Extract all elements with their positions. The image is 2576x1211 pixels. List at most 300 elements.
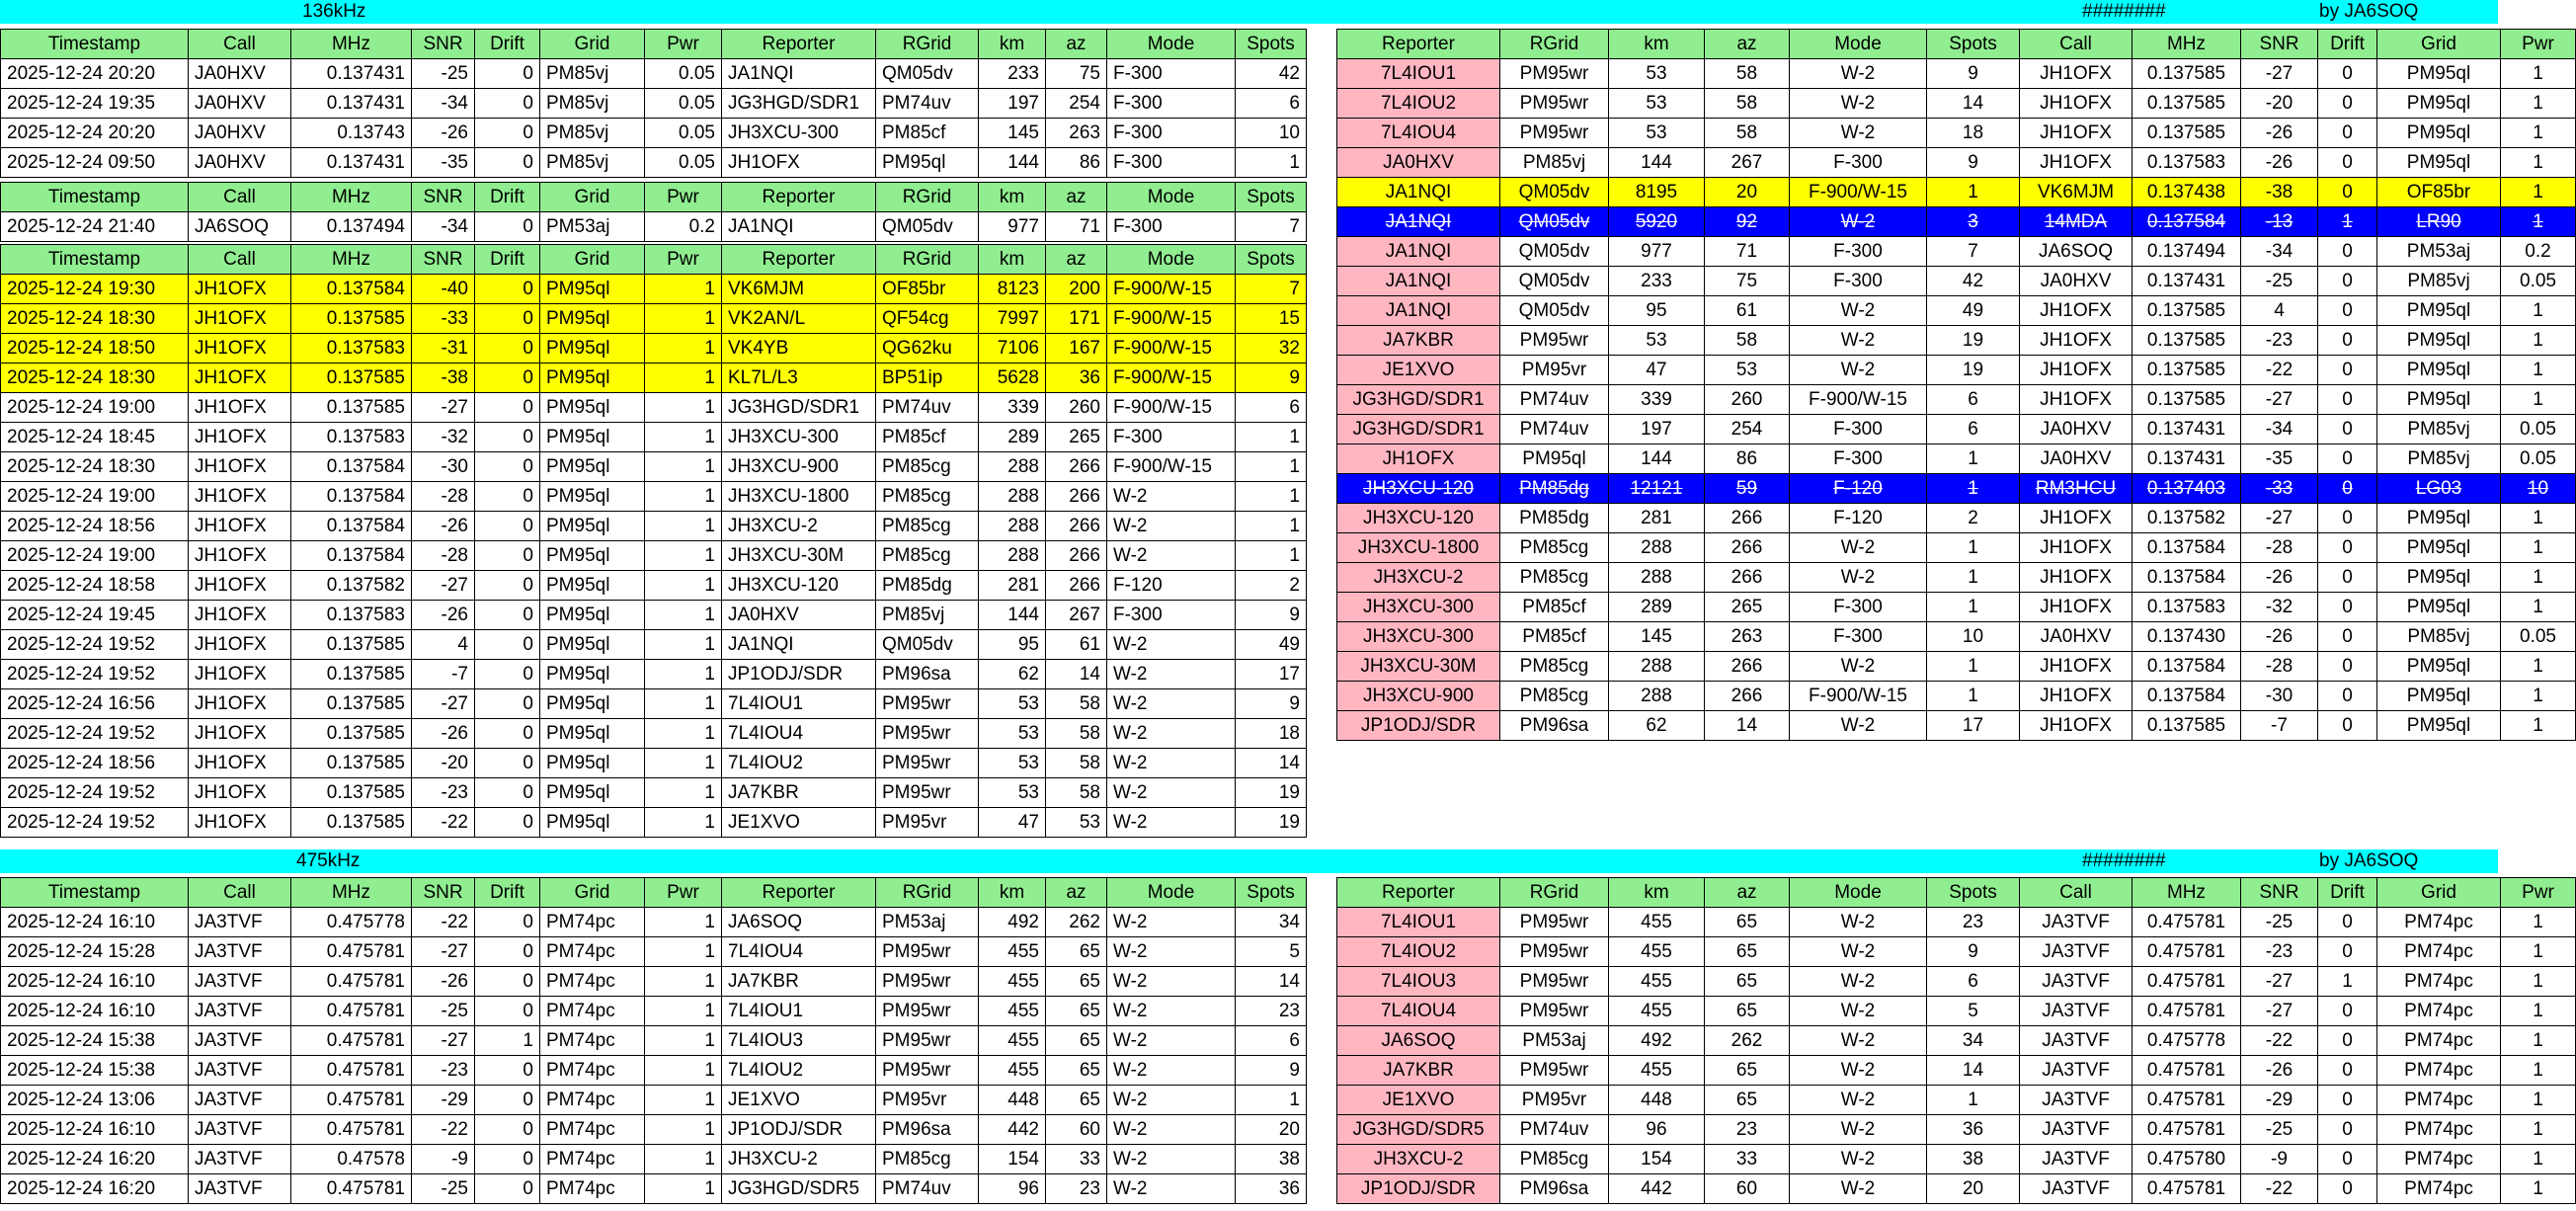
table-cell: 267 [1046, 601, 1107, 630]
table-cell: 200 [1046, 275, 1107, 304]
table-cell: 0 [475, 452, 540, 482]
table-cell: 7L4IOU4 [1337, 997, 1500, 1026]
column-header: az [1046, 878, 1107, 908]
table-cell: 53 [1046, 808, 1107, 838]
table-cell: JH1OFX [2020, 326, 2133, 356]
table-cell: PM95wr [1500, 967, 1609, 997]
table-cell: -26 [412, 719, 475, 749]
table-cell: -20 [412, 749, 475, 778]
table-cell: 62 [979, 660, 1046, 689]
table-cell: 1 [645, 689, 722, 719]
table-cell: F-300 [1107, 59, 1236, 89]
table-cell: 14 [1927, 1056, 2020, 1086]
table-cell: W-2 [1790, 937, 1927, 967]
table-cell: 1 [2501, 89, 2576, 119]
table-cell: 0.137585 [291, 778, 412, 808]
column-header: RGrid [876, 878, 979, 908]
table-cell: W-2 [1790, 119, 1927, 148]
table-cell: 36 [1927, 1115, 2020, 1145]
column-header: Reporter [722, 245, 876, 275]
table-cell: 1 [2501, 997, 2576, 1026]
table-cell: 0.05 [645, 148, 722, 178]
table-cell: 266 [1046, 571, 1107, 601]
table-cell: 1 [2318, 207, 2377, 237]
table-cell: 2025-12-24 18:56 [1, 749, 189, 778]
table-cell: JH1OFX [189, 778, 291, 808]
table-row [1, 1115, 1307, 1145]
table-cell: 5 [1236, 937, 1307, 967]
table-cell: 281 [1609, 504, 1705, 533]
table-cell: F-300 [1790, 415, 1927, 444]
table-row [1337, 444, 2576, 474]
table-cell: -27 [2241, 504, 2318, 533]
table-cell: 14 [1236, 967, 1307, 997]
table-cell: 20 [1236, 1115, 1307, 1145]
table-row [1, 1174, 1307, 1204]
table-cell: 7L4IOU1 [1337, 59, 1500, 89]
table-cell: 0.475781 [291, 1174, 412, 1204]
table-cell: PM95wr [1500, 119, 1609, 148]
table-cell: 20 [1705, 178, 1790, 207]
table-cell: 448 [1609, 1086, 1705, 1115]
table-cell: 266 [1705, 533, 1790, 563]
table-cell: 33 [1046, 1145, 1107, 1174]
table-cell: -26 [412, 967, 475, 997]
table-cell: 17 [1236, 660, 1307, 689]
table-cell: 0.475781 [291, 1026, 412, 1056]
table-cell: JH1OFX [2020, 385, 2133, 415]
column-header: km [979, 183, 1046, 212]
table-cell: PM74pc [540, 967, 645, 997]
table-cell: 1 [645, 778, 722, 808]
table-cell: 15 [1236, 304, 1307, 334]
table-cell: 1 [2501, 593, 2576, 622]
table-cell: 263 [1046, 119, 1107, 148]
table-cell: 0.2 [2501, 237, 2576, 267]
table-cell: 1 [645, 423, 722, 452]
column-header: Drift [475, 30, 540, 59]
table-cell: PM95ql [2377, 682, 2501, 711]
table-cell: 0 [475, 1145, 540, 1174]
table-cell: 2025-12-24 16:10 [1, 997, 189, 1026]
table-cell: W-2 [1790, 1145, 1927, 1174]
table-cell: 23 [1236, 997, 1307, 1026]
table-cell: W-2 [1107, 1056, 1236, 1086]
table-cell: -22 [2241, 1174, 2318, 1204]
table-cell: VK6MJM [2020, 178, 2133, 207]
column-header: RGrid [876, 245, 979, 275]
table-cell: OF85br [876, 275, 979, 304]
column-header: az [1705, 30, 1790, 59]
table-cell: 266 [1705, 563, 1790, 593]
column-header: Spots [1927, 30, 2020, 59]
table-row [1337, 89, 2576, 119]
table-cell: 5628 [979, 363, 1046, 393]
table-cell: -28 [412, 482, 475, 512]
table-cell: JH3XCU-1800 [722, 482, 876, 512]
table-cell: 0 [475, 541, 540, 571]
table-cell: F-300 [1107, 601, 1236, 630]
table-cell: 0.475781 [2133, 997, 2241, 1026]
table-cell: PM85cg [1500, 1145, 1609, 1174]
table-cell: JH3XCU-1800 [1337, 533, 1500, 563]
table-cell: PM85dg [876, 571, 979, 601]
column-header: Drift [475, 183, 540, 212]
table-cell: 53 [979, 689, 1046, 719]
table-cell: 1 [645, 630, 722, 660]
table-cell: 2025-12-24 18:30 [1, 363, 189, 393]
table-cell: -27 [2241, 59, 2318, 89]
column-header: km [979, 30, 1046, 59]
table-row [1337, 326, 2576, 356]
table-cell: F-900/W-15 [1107, 393, 1236, 423]
table-cell: PM85cf [1500, 622, 1609, 652]
table-cell: JA0HXV [2020, 415, 2133, 444]
table-cell: 0 [475, 967, 540, 997]
column-header: RGrid [1500, 30, 1609, 59]
table-cell: 65 [1046, 1056, 1107, 1086]
table-cell: 233 [1609, 267, 1705, 296]
table-cell: 53 [1609, 119, 1705, 148]
table-row [1, 937, 1307, 967]
table-cell: PM95ql [2377, 296, 2501, 326]
table-cell: 65 [1046, 937, 1107, 967]
table-cell: JH1OFX [189, 719, 291, 749]
table-cell: 62 [1609, 711, 1705, 741]
table-cell: 7L4IOU1 [1337, 908, 1500, 937]
table-cell: JH1OFX [189, 660, 291, 689]
table-cell: 0.137585 [2133, 89, 2241, 119]
column-header: MHz [291, 183, 412, 212]
table-cell: JH3XCU-2 [1337, 563, 1500, 593]
table-cell: -33 [412, 304, 475, 334]
column-header: Call [189, 878, 291, 908]
column-header: Grid [2377, 30, 2501, 59]
table-cell: 977 [979, 212, 1046, 242]
table-cell: 65 [1046, 1026, 1107, 1056]
table-cell: 0.05 [2501, 267, 2576, 296]
table-cell: F-900/W-15 [1107, 452, 1236, 482]
table-cell: F-300 [1107, 148, 1236, 178]
table-cell: JH3XCU-30M [1337, 652, 1500, 682]
table-cell: 977 [1609, 237, 1705, 267]
table-cell: 71 [1705, 237, 1790, 267]
table-cell: 1 [2501, 1115, 2576, 1145]
column-header: Reporter [722, 30, 876, 59]
table-cell: 9 [1236, 601, 1307, 630]
table-cell: 2025-12-24 19:00 [1, 541, 189, 571]
table-cell: PM74uv [876, 1174, 979, 1204]
table-cell: PM85cf [1500, 593, 1609, 622]
table-cell: 1 [1927, 1086, 2020, 1115]
column-header: km [1609, 30, 1705, 59]
table-cell: 339 [1609, 385, 1705, 415]
table-cell: 2025-12-24 19:52 [1, 778, 189, 808]
table-row [1, 334, 1307, 363]
table-cell: W-2 [1790, 967, 1927, 997]
table-cell: -29 [412, 1086, 475, 1115]
table-cell: 455 [979, 1056, 1046, 1086]
table-cell: JH1OFX [722, 148, 876, 178]
table-cell: JH1OFX [189, 334, 291, 363]
table-cell: 145 [1609, 622, 1705, 652]
table-cell: JE1XVO [1337, 356, 1500, 385]
table-cell: 1 [645, 660, 722, 689]
table-cell: 0.137585 [291, 630, 412, 660]
band-136-date: ######## [2082, 1, 2166, 22]
table-cell: PM95ql [540, 452, 645, 482]
table-row [1, 689, 1307, 719]
table-cell: JA3TVF [189, 1056, 291, 1086]
table-cell: -26 [2241, 1056, 2318, 1086]
table-cell: JH3XCU-120 [1337, 504, 1500, 533]
table-cell: 4 [412, 630, 475, 660]
table-cell: 0.05 [2501, 444, 2576, 474]
table-cell: W-2 [1790, 563, 1927, 593]
table-cell: PM74pc [540, 937, 645, 967]
table-cell: 19 [1927, 356, 2020, 385]
table-cell: 266 [1046, 482, 1107, 512]
table-cell: 0 [2318, 504, 2377, 533]
table-cell: JH3XCU-300 [1337, 593, 1500, 622]
table-cell: W-2 [1790, 207, 1927, 237]
table-cell: JA3TVF [2020, 937, 2133, 967]
table-cell: 65 [1705, 908, 1790, 937]
table-cell: JH1OFX [189, 512, 291, 541]
table-cell: JH1OFX [189, 275, 291, 304]
table-row [1, 148, 1307, 178]
column-header: Drift [2318, 878, 2377, 908]
table-cell: 9 [1236, 689, 1307, 719]
table-cell: 260 [1705, 385, 1790, 415]
table-cell: 58 [1046, 778, 1107, 808]
table-cell: 23 [1927, 908, 2020, 937]
table-cell: 144 [1609, 148, 1705, 178]
table-cell: PM85vj [540, 119, 645, 148]
table-cell: W-2 [1107, 937, 1236, 967]
table-cell: KL7L/L3 [722, 363, 876, 393]
table-cell: 1 [645, 482, 722, 512]
table-cell: 9 [1236, 363, 1307, 393]
table-cell: PM95ql [2377, 326, 2501, 356]
table-cell: PM95wr [1500, 1056, 1609, 1086]
table-cell: -34 [412, 89, 475, 119]
table-cell: 1 [1236, 1086, 1307, 1115]
table-cell: 0.137582 [291, 571, 412, 601]
column-header: Grid [540, 878, 645, 908]
table-cell: 254 [1046, 89, 1107, 119]
table-cell: JA0HXV [189, 89, 291, 119]
column-header: Call [2020, 878, 2133, 908]
table-cell: 65 [1705, 937, 1790, 967]
column-header: MHz [291, 878, 412, 908]
table-cell: QM05dv [876, 59, 979, 89]
table-cell: 7L4IOU1 [722, 997, 876, 1026]
table-cell: PM95ql [540, 304, 645, 334]
table-cell: 144 [979, 601, 1046, 630]
table-cell: JH3XCU-2 [1337, 1145, 1500, 1174]
table-cell: 1 [2501, 937, 2576, 967]
table-cell: W-2 [1107, 660, 1236, 689]
table-cell: PM95wr [876, 778, 979, 808]
table-cell: 2025-12-24 19:52 [1, 719, 189, 749]
table-row [1, 512, 1307, 541]
header-row [1337, 30, 2576, 59]
column-header: MHz [2133, 30, 2241, 59]
table-cell: 14 [1236, 749, 1307, 778]
table-cell: 233 [979, 59, 1046, 89]
table-cell: QM05dv [1500, 237, 1609, 267]
table-cell: 6 [1236, 1026, 1307, 1056]
table-cell: QF54cg [876, 304, 979, 334]
table-cell: -38 [2241, 178, 2318, 207]
table-cell: 0.137584 [291, 482, 412, 512]
column-header: Mode [1107, 245, 1236, 275]
table-cell: 0.137584 [291, 275, 412, 304]
table-cell: W-2 [1107, 749, 1236, 778]
table-row [1, 630, 1307, 660]
table-cell: PM95wr [1500, 908, 1609, 937]
table-cell: PM85vj [540, 148, 645, 178]
column-header: km [979, 878, 1046, 908]
table-cell: JH1OFX [1337, 444, 1500, 474]
table-cell: 0 [475, 937, 540, 967]
table-cell: PM95ql [540, 601, 645, 630]
table-cell: F-300 [1107, 423, 1236, 452]
table-cell: 53 [1609, 89, 1705, 119]
table-cell: 47 [1609, 356, 1705, 385]
column-header: Spots [1236, 183, 1307, 212]
table-row [1, 660, 1307, 689]
table-cell: PM95wr [1500, 937, 1609, 967]
table-cell: 58 [1046, 719, 1107, 749]
band-475-label: 475kHz [296, 850, 361, 871]
table-cell: JA0HXV [2020, 267, 2133, 296]
table-cell: -25 [2241, 908, 2318, 937]
table-cell: -9 [2241, 1145, 2318, 1174]
table-cell: 0 [2318, 474, 2377, 504]
table-cell: F-300 [1790, 237, 1927, 267]
table-row [1, 393, 1307, 423]
table-cell: PM95ql [540, 512, 645, 541]
table-cell: 12121 [1609, 474, 1705, 504]
table-cell: 7 [1236, 275, 1307, 304]
column-header: Drift [2318, 30, 2377, 59]
table-cell: JH1OFX [189, 363, 291, 393]
table-cell: 0 [2318, 296, 2377, 326]
table-cell: -27 [2241, 385, 2318, 415]
table-cell: JH1OFX [189, 423, 291, 452]
table-cell: 1 [2501, 1174, 2576, 1204]
table-cell: 96 [1609, 1115, 1705, 1145]
table-cell: JA3TVF [2020, 1115, 2133, 1145]
table-cell: JG3HGD/SDR1 [1337, 385, 1500, 415]
table-cell: 442 [1609, 1174, 1705, 1204]
column-header: Call [189, 183, 291, 212]
table-cell: 0 [2318, 997, 2377, 1026]
table-cell: 0 [2318, 593, 2377, 622]
column-header: SNR [2241, 30, 2318, 59]
table-cell: 53 [979, 749, 1046, 778]
table-cell: 86 [1705, 444, 1790, 474]
table-cell: F-300 [1107, 89, 1236, 119]
table-cell: 0.137585 [291, 363, 412, 393]
column-header: RGrid [876, 183, 979, 212]
table-cell: F-300 [1790, 444, 1927, 474]
table-cell: 95 [1609, 296, 1705, 326]
table-cell: 18 [1236, 719, 1307, 749]
table-cell: LR90 [2377, 207, 2501, 237]
column-header: Timestamp [1, 878, 189, 908]
table-cell: JA3TVF [189, 1086, 291, 1115]
table-cell: 266 [1046, 452, 1107, 482]
table-cell: PM95wr [876, 1026, 979, 1056]
table-cell: PM74pc [2377, 1056, 2501, 1086]
table-cell: 2025-12-24 15:38 [1, 1056, 189, 1086]
table-cell: 0 [475, 778, 540, 808]
table-cell: -26 [2241, 622, 2318, 652]
table-cell: VK6MJM [722, 275, 876, 304]
table-cell: -27 [412, 937, 475, 967]
table-136-jh1ofx [0, 244, 1307, 838]
table-cell: PM96sa [876, 660, 979, 689]
table-cell: W-2 [1107, 908, 1236, 937]
table-cell: 8195 [1609, 178, 1705, 207]
table-cell: JH1OFX [189, 749, 291, 778]
table-cell: -29 [2241, 1086, 2318, 1115]
table-cell: 53 [979, 719, 1046, 749]
table-cell: 6 [1927, 967, 2020, 997]
table-cell: JA0HXV [722, 601, 876, 630]
table-cell: 10 [1236, 119, 1307, 148]
table-cell: 448 [979, 1086, 1046, 1115]
table-cell: 0 [475, 304, 540, 334]
table-row [1337, 1145, 2576, 1174]
table-cell: PM95ql [2377, 504, 2501, 533]
table-row [1337, 474, 2576, 504]
table-cell: 96 [979, 1174, 1046, 1204]
table-cell: PM53aj [540, 212, 645, 242]
table-cell: -26 [412, 601, 475, 630]
table-cell: -34 [2241, 415, 2318, 444]
table-cell: 2025-12-24 16:20 [1, 1145, 189, 1174]
table-cell: 5920 [1609, 207, 1705, 237]
table-cell: -25 [412, 997, 475, 1026]
table-cell: PM85vj [1500, 148, 1609, 178]
table-cell: QM05dv [876, 212, 979, 242]
table-cell: PM74pc [2377, 967, 2501, 997]
table-cell: 262 [1046, 908, 1107, 937]
table-cell: W-2 [1107, 1145, 1236, 1174]
table-cell: JA7KBR [722, 967, 876, 997]
table-cell: 0.475778 [291, 908, 412, 937]
table-cell: 0.475781 [291, 937, 412, 967]
table-cell: 1 [645, 1115, 722, 1145]
table-cell: -22 [412, 1115, 475, 1145]
table-cell: JA1NQI [1337, 207, 1500, 237]
table-row [1337, 937, 2576, 967]
table-cell: JA3TVF [2020, 908, 2133, 937]
column-header: SNR [2241, 878, 2318, 908]
table-cell: 0.137584 [2133, 207, 2241, 237]
table-cell: JA1NQI [1337, 178, 1500, 207]
table-cell: 266 [1705, 504, 1790, 533]
table-cell: 2 [1236, 571, 1307, 601]
table-cell: 0.475780 [2133, 1145, 2241, 1174]
table-cell: 2025-12-24 19:52 [1, 630, 189, 660]
table-cell: JA1NQI [722, 212, 876, 242]
table-cell: 1 [2501, 1086, 2576, 1115]
